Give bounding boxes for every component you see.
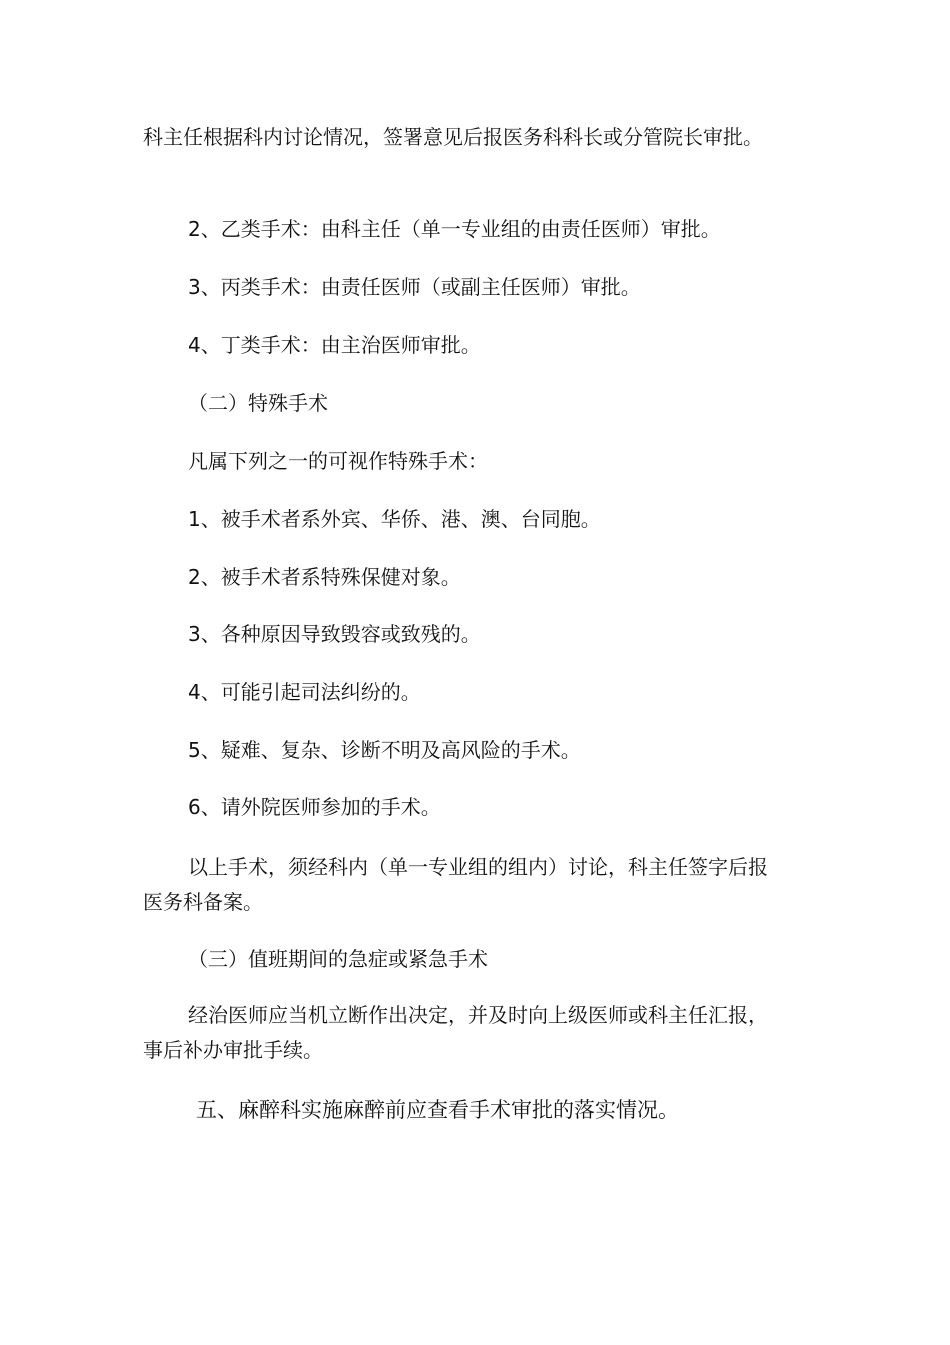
list-item-special-care: 2、被手术者系特殊保健对象。 [188,565,461,589]
list-item-external-physician: 6、请外院医师参加的手术。 [188,795,441,819]
list-item-legal-dispute: 4、可能引起司法纠纷的。 [188,680,421,704]
list-item-high-risk: 5、疑难、复杂、诊断不明及高风险的手术。 [188,738,581,762]
paragraph-class-c-surgery: 3、丙类手术：由责任医师（或副主任医师）审批。 [188,275,641,299]
list-item-disfigurement: 3、各种原因导致毁容或致残的。 [188,622,481,646]
paragraph-approval-continuation: 科主任根据科内讨论情况，签署意见后报医务科科长或分管院长审批。 [143,125,763,149]
section-heading-emergency-surgery: （三）值班期间的急症或紧急手术 [188,947,488,971]
paragraph-department-record: 以上手术，须经科内（单一专业组的组内）讨论，科主任签字后报医务科备案。 [143,855,768,914]
paragraph-special-surgery-intro: 凡属下列之一的可视作特殊手术： [188,449,488,473]
list-item-foreign-guests: 1、被手术者系外宾、华侨、港、澳、台同胞。 [188,507,601,531]
section-heading-anesthesia-check: 五、麻醉科实施麻醉前应查看手术审批的落实情况。 [196,1098,679,1122]
section-heading-special-surgery: （二）特殊手术 [188,391,328,415]
paragraph-emergency-decision: 经治医师应当机立断作出决定，并及时向上级医师或科主任汇报，事后补办审批手续。 [143,1003,768,1062]
paragraph-class-b-surgery: 2、乙类手术：由科主任（单一专业组的由责任医师）审批。 [188,217,721,241]
paragraph-class-d-surgery: 4、丁类手术：由主治医师审批。 [188,333,481,357]
